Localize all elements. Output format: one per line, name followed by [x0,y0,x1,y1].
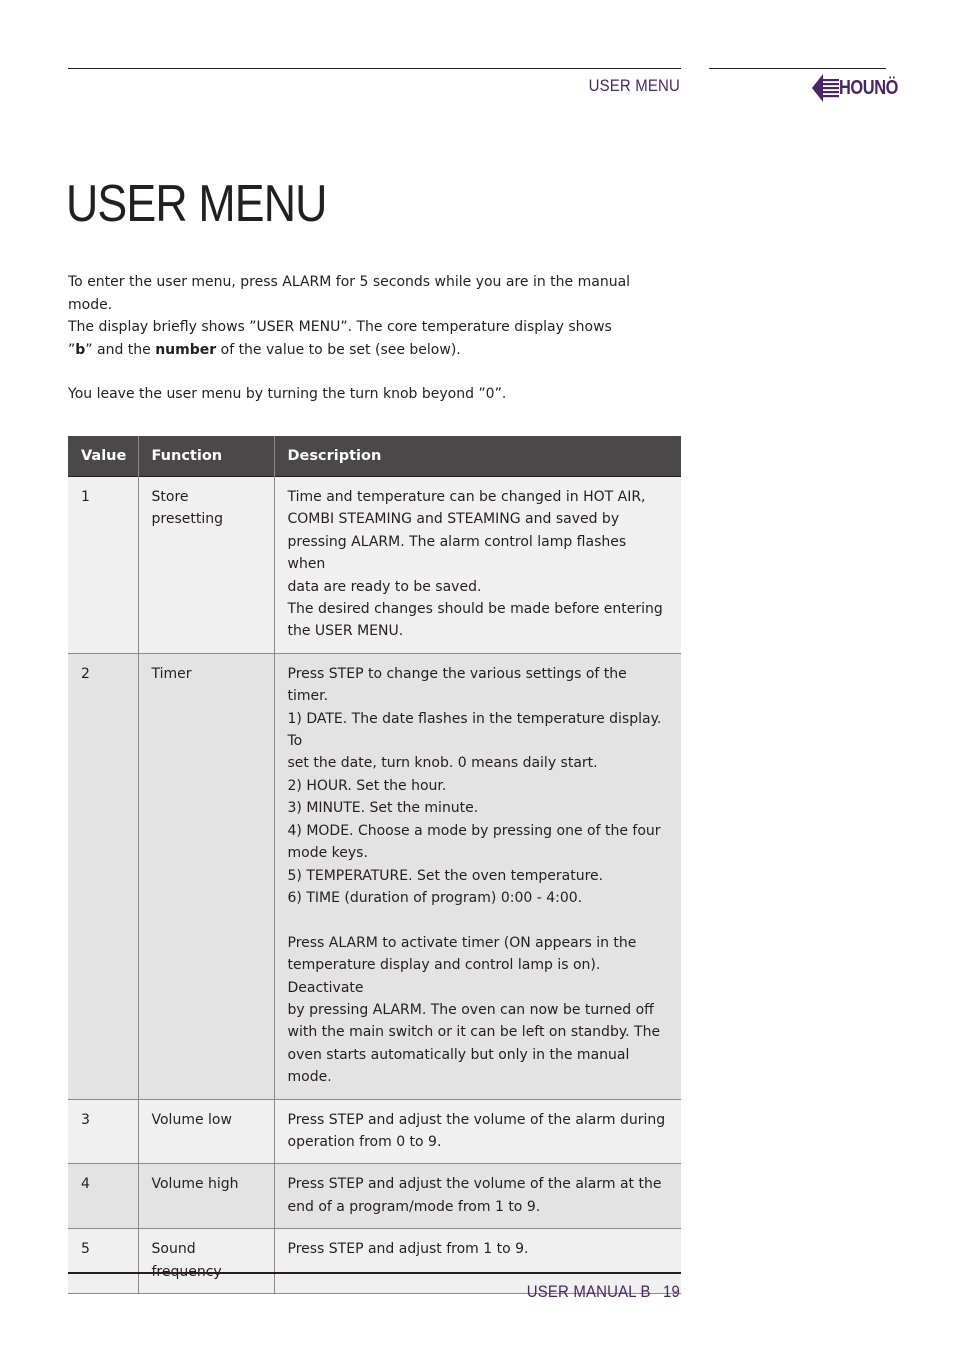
cell-description [274,1099,681,1164]
table-row [68,1099,681,1164]
description-line: by pressing ALARM. The oven can now be turned off [287,1001,654,1018]
description-line: the USER MENU. [287,623,404,640]
description-line: mode keys. [287,845,368,862]
table-body [68,477,681,1294]
header-section-label: USER MENU [588,76,680,95]
cell-value: 5 [68,1229,138,1294]
cell-description [274,653,681,1099]
description-line: 4) MODE. Choose a mode by pressing one of the four [287,822,661,839]
table-row [68,1164,681,1229]
description-line: Press STEP and adjust the volume of the alarm during [287,1111,666,1128]
description-line: pressing ALARM. The alarm control lamp flashes when [287,533,627,573]
cell-value: 2 [68,653,138,1099]
table-header-row [68,436,681,477]
header-rule-left [68,68,681,69]
description-line: Press STEP and adjust the volume of the alarm at the [287,1176,662,1193]
display-text-2: ” and the [85,341,156,358]
page-title: USER MENU [66,175,327,233]
description-line: 5) TEMPERATURE. Set the oven temperature. [287,867,604,884]
header-description: Description [274,436,681,477]
description-line: COMBI STEAMING and STEAMING and saved by [287,511,620,528]
cell-function: Volume low [138,1099,274,1164]
description-line: Press STEP and adjust from 1 to 9. [287,1241,529,1258]
description-line: 3) MINUTE. Set the minute. [287,800,479,817]
footer-manual-label: USER MANUAL B [526,1282,651,1301]
description-line: oven starts automatically but only in the manual mode. [287,1046,630,1086]
description-line: end of a program/mode from 1 to 9. [287,1198,541,1215]
header-value: Value [68,436,138,477]
leave-paragraph: You leave the user menu by turning the turn knob beyond ”0”. [68,386,507,402]
description-line: 1) DATE. The date flashes in the temperature display. To [287,710,662,750]
display-paragraph [68,316,638,361]
description-line: data are ready to be saved. [287,578,482,595]
footer-label [460,1282,680,1302]
description-line: with the main switch or it can be left on standby. The [287,1024,661,1041]
display-text-3: of the value to be set (see below). [216,341,461,358]
description-line: operation from 0 to 9. [287,1133,442,1150]
description-line [288,909,669,931]
display-text-1: The display briefly shows ”USER MENU”. The core temperature display shows ” [68,319,612,358]
cell-description [274,477,681,654]
cell-description [274,1164,681,1229]
header-rule-right [709,68,886,69]
cell-function: Sound [138,1229,274,1294]
page-number: 19 [663,1282,680,1301]
logo-mark-icon [811,72,839,104]
display-bold-number: number [155,341,217,358]
intro-paragraph: To enter the user menu, press ALARM for 5 seconds while you are in the manual mode. [68,274,631,313]
cell-function: Store presetting [138,477,274,654]
logo-text: HOUNÖ [839,77,899,99]
description-line: temperature display and control lamp is on). Deactivate [287,957,601,996]
cell-value: 4 [68,1164,138,1229]
table-row [68,653,681,1099]
description-line: Press STEP to change the various settings of the timer. [287,665,627,705]
user-menu-table [68,436,681,1294]
brand-logo [811,72,899,104]
table-row [68,477,681,654]
cell-function: Timer [138,653,274,1099]
cell-function: Volume high [138,1164,274,1229]
cell-value: 3 [68,1099,138,1164]
description-line: set the date, turn knob. 0 means daily start. [287,755,598,772]
description-line: Time and temperature can be changed in HOT AIR, [287,489,646,505]
footer-rule [68,1272,681,1274]
description-line: Press ALARM to activate timer (ON appears in the [287,934,637,951]
display-bold-b: b [75,341,86,358]
header-function: Function [138,436,274,477]
cell-value: 1 [68,477,138,654]
description-line: The desired changes should be made before entering [287,601,663,618]
description-line: 2) HOUR. Set the hour. [287,777,447,794]
description-line: 6) TIME (duration of program) 0:00 - 4:00. [287,889,583,906]
